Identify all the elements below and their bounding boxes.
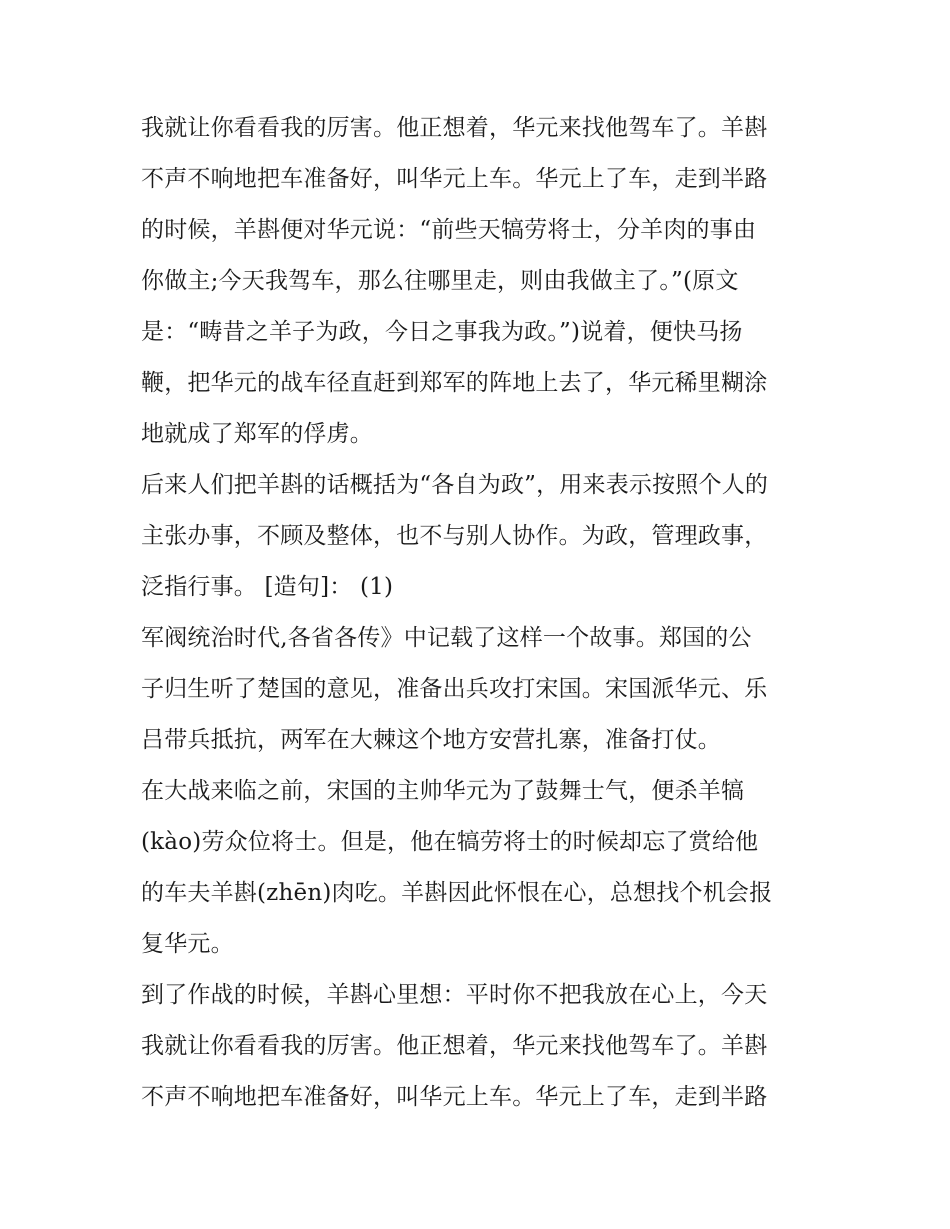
text-line: 不声不响地把车准备好，叫华元上车。华元上了车，走到半路 bbox=[141, 166, 768, 192]
text-line: 是：“畴昔之羊子为政，今日之事我为政。”)说着，便快马扬 bbox=[141, 319, 743, 345]
text-line: 的车夫羊斟(zhēn)肉吃。羊斟因此怀恨在心，总想找个机会报 bbox=[141, 880, 773, 906]
text-line: (kào)劳众位将士。但是，他在犒劳将士的时候却忘了赏给他 bbox=[141, 829, 759, 855]
text-line: 我就让你看看我的厉害。他正想着，华元来找他驾车了。羊斟 bbox=[141, 1033, 768, 1059]
text-line: 在大战来临之前，宋国的主帅华元为了鼓舞士气，便杀羊犒 bbox=[141, 778, 745, 804]
text-line: 主张办事，不顾及整体，也不与别人协作。为政，管理政事， bbox=[141, 523, 768, 549]
text-line: 不声不响地把车准备好，叫华元上车。华元上了车，走到半路 bbox=[141, 1084, 768, 1110]
text-line: 复华元。 bbox=[141, 931, 234, 957]
text-line: 子归生听了楚国的意见，准备出兵攻打宋国。宋国派华元、乐 bbox=[141, 676, 768, 702]
text-line: 泛指行事。 [造句]： (1) bbox=[141, 574, 394, 600]
text-line: 地就成了郑军的俘虏。 bbox=[141, 421, 373, 447]
text-line: 吕带兵抵抗，两军在大棘这个地方安营扎寨，准备打仗。 bbox=[141, 727, 721, 753]
text-line: 的时候，羊斟便对华元说：“前些天犒劳将士，分羊肉的事由 bbox=[141, 217, 757, 243]
text-line: 军阀统治时代,各省各传》中记载了这样一个故事。郑国的公 bbox=[141, 625, 752, 651]
text-line: 后来人们把羊斟的话概括为“各自为政”，用来表示按照个人的 bbox=[141, 472, 769, 498]
text-line: 鞭，把华元的战车径直赶到郑军的阵地上去了，华元稀里糊涂 bbox=[141, 370, 768, 396]
text-line: 到了作战的时候，羊斟心里想：平时你不把我放在心上，今天 bbox=[141, 982, 768, 1008]
text-line: 你做主;今天我驾车，那么往哪里走，则由我做主了。”(原文 bbox=[141, 268, 739, 294]
text-line: 我就让你看看我的厉害。他正想着，华元来找他驾车了。羊斟 bbox=[141, 115, 768, 141]
